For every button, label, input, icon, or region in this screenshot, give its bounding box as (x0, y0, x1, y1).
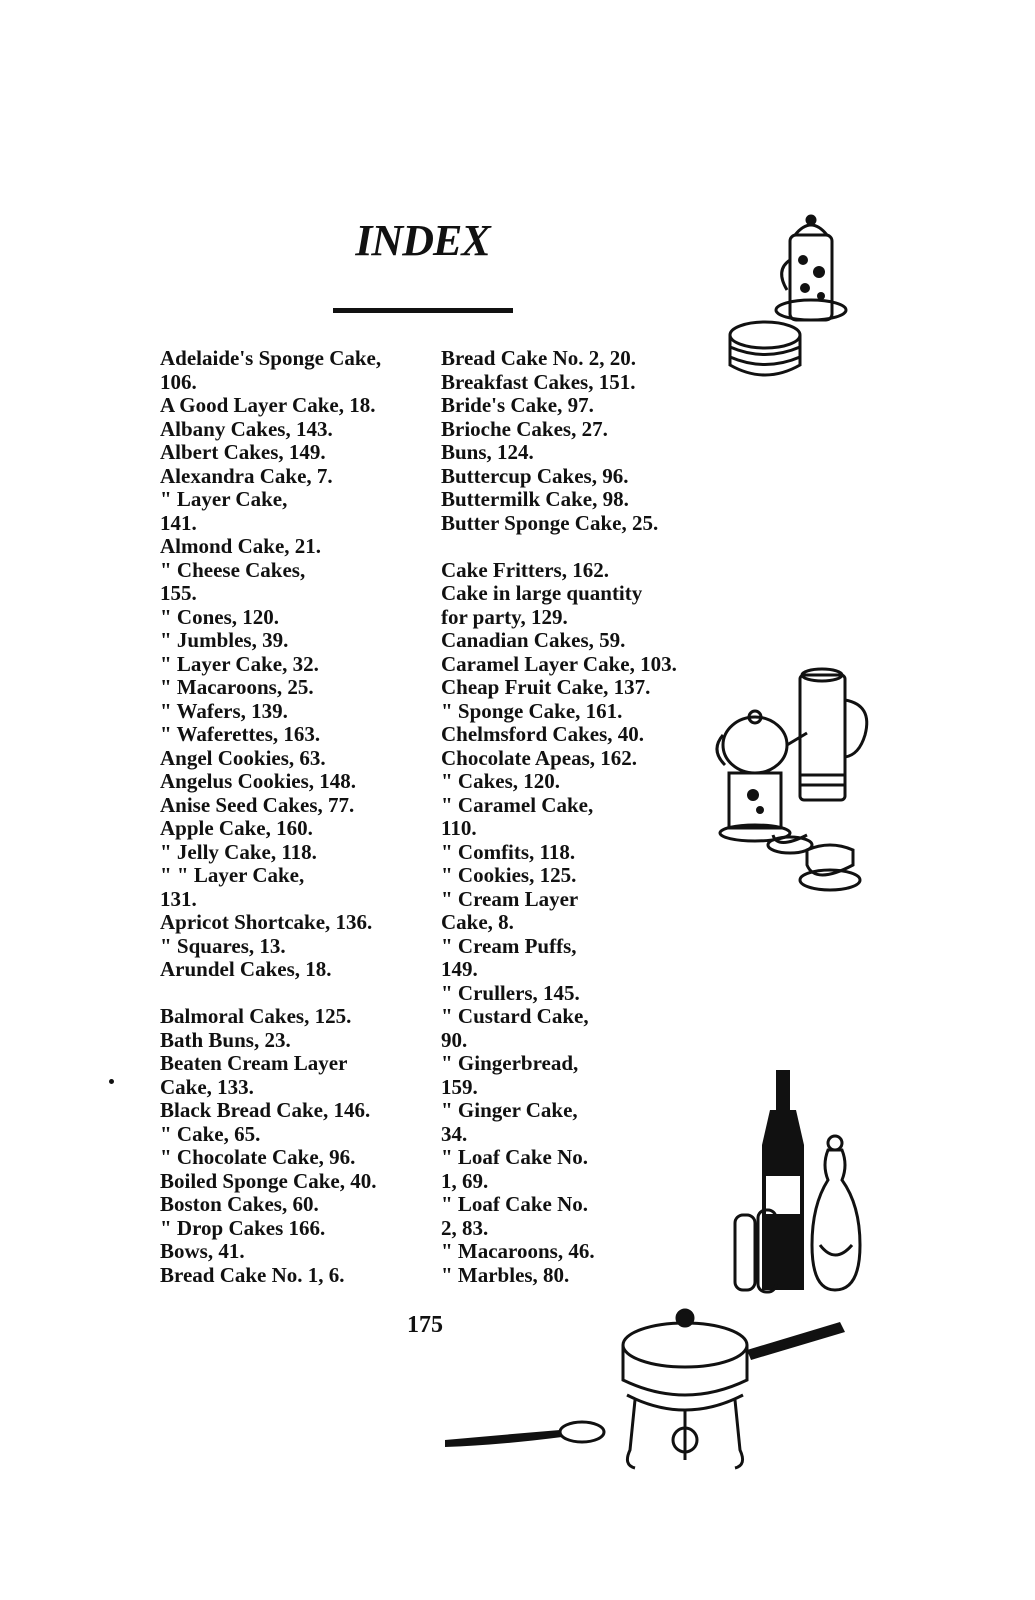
teapot-and-pitcher-illustration (715, 665, 875, 905)
index-entry: " Caramel Cake, (441, 792, 594, 817)
index-entry: Bread Cake No. 1, 6. (160, 1262, 345, 1287)
index-entry: Canadian Cakes, 59. (441, 628, 626, 652)
index-entry: " Wafers, 139. (160, 698, 288, 723)
index-entry: Bride's Cake, 97. (441, 393, 594, 417)
index-entry: " Drop Cakes 166. (160, 1215, 326, 1240)
index-entry: " Ginger Cake, (441, 1098, 578, 1122)
index-entry: 149. (441, 957, 478, 981)
page-number: 175 (407, 1312, 443, 1338)
index-entry: " Cream Layer (441, 886, 579, 911)
index-entry: Caramel Layer Cake, 103. (441, 651, 677, 676)
index-entry: " Loaf Cake No. (441, 1192, 588, 1216)
index-entry: " Macaroons, 46. (441, 1239, 595, 1263)
index-entry: 155. (160, 581, 197, 605)
index-entry: " Marbles, 80. (441, 1262, 570, 1287)
index-entry: " Gingerbread, (441, 1051, 579, 1075)
index-entry: Albany Cakes, 143. (160, 416, 333, 441)
spoon-illustration (440, 1415, 610, 1455)
title-rule (333, 308, 513, 313)
index-entry: Buns, 124. (441, 440, 534, 464)
bottle-and-cruet-illustration (730, 1065, 870, 1305)
index-entry: Chelmsford Cakes, 40. (441, 722, 644, 746)
index-entry: Bows, 41. (160, 1239, 245, 1263)
index-entry: Apricot Shortcake, 136. (160, 910, 373, 934)
index-entry: " Macaroons, 25. (160, 675, 314, 699)
index-entry: " Layer Cake, (160, 487, 288, 511)
chafing-dish-illustration (615, 1300, 855, 1490)
index-entry: 106. (160, 369, 197, 394)
index-entry: Butter Sponge Cake, 25. (441, 510, 659, 535)
index-entry: Adelaide's Sponge Cake, (160, 346, 382, 370)
index-entry: " " Layer Cake, (160, 863, 305, 887)
index-entry: " Jumbles, 39. (160, 628, 289, 652)
index-column-right (441, 347, 691, 1287)
index-entry: " Squares, 13. (160, 933, 286, 958)
index-entry: Buttermilk Cake, 98. (441, 487, 629, 511)
index-entry: Angelus Cookies, 148. (160, 769, 357, 793)
index-entry: Anise Seed Cakes, 77. (160, 792, 355, 817)
index-entry: " Cream Puffs, (441, 933, 577, 958)
index-entry: Buttercup Cakes, 96. (441, 463, 629, 488)
index-entry: " Sponge Cake, 161. (441, 698, 623, 723)
index-entry: 34. (441, 1121, 468, 1146)
index-entry: Breakfast Cakes, 151. (441, 369, 636, 394)
index-entry: Cake Fritters, 162. (441, 557, 609, 582)
index-entry: Chocolate Apeas, 162. (441, 745, 637, 770)
index-entry: " Layer Cake, 32. (160, 651, 319, 676)
index-entry: " Crullers, 145. (441, 980, 580, 1005)
index-entry: 131. (160, 886, 197, 911)
index-entry: Almond Cake, 21. (160, 534, 322, 558)
page-title: INDEX (355, 216, 490, 265)
index-entry: Angel Cookies, 63. (160, 745, 326, 770)
index-entry: " Cheese Cakes, (160, 557, 306, 582)
index-entry: for party, 129. (441, 604, 568, 629)
index-entry: Brioche Cakes, 27. (441, 416, 608, 441)
index-entry: 110. (441, 816, 477, 840)
index-entry: A Good Layer Cake, 18. (160, 393, 376, 417)
index-entry: Cake in large quantity (441, 581, 643, 605)
index-entry: Boiled Sponge Cake, 40. (160, 1168, 377, 1193)
index-entry: Black Bread Cake, 146. (160, 1098, 371, 1122)
index-entry: Arundel Cakes, 18. (160, 957, 332, 981)
index-entry: 90. (441, 1027, 468, 1052)
index-entry: Alexandra Cake, 7. (160, 463, 333, 488)
index-entry: " Cones, 120. (160, 604, 279, 629)
index-entry: 141. (160, 510, 197, 535)
index-entry: " Waferettes, 163. (160, 722, 321, 746)
index-entry: " Cake, 65. (160, 1121, 261, 1146)
index-entry: Cheap Fruit Cake, 137. (441, 675, 651, 699)
index-entry: 1, 69. (441, 1168, 489, 1193)
index-entry: " Cookies, 125. (441, 863, 577, 887)
index-entry: " Comfits, 118. (441, 839, 576, 864)
index-entry: Cake, 8. (441, 910, 514, 934)
index-entry: " Custard Cake, (441, 1004, 589, 1028)
index-entry: Beaten Cream Layer (160, 1051, 348, 1075)
index-entry: Boston Cakes, 60. (160, 1192, 319, 1216)
stray-mark (109, 1079, 114, 1084)
section-gap (441, 535, 691, 559)
index-entry: 2, 83. (441, 1215, 489, 1240)
index-entry: Albert Cakes, 149. (160, 440, 326, 464)
index-entry: Cake, 133. (160, 1074, 254, 1099)
index-entry: Bath Buns, 23. (160, 1027, 291, 1052)
index-entry: Apple Cake, 160. (160, 816, 313, 840)
section-gap (160, 982, 410, 1006)
index-entry: Bread Cake No. 2, 20. (441, 346, 637, 370)
index-entry: " Jelly Cake, 118. (160, 839, 317, 864)
index-entry: 159. (441, 1074, 478, 1099)
index-entry: Balmoral Cakes, 125. (160, 1004, 352, 1028)
index-entry: " Loaf Cake No. (441, 1145, 588, 1169)
index-entry: " Cakes, 120. (441, 769, 560, 793)
index-column-left (160, 347, 410, 1287)
coffee-pot-and-plates-illustration (725, 210, 855, 385)
index-entry: " Chocolate Cake, 96. (160, 1145, 356, 1169)
